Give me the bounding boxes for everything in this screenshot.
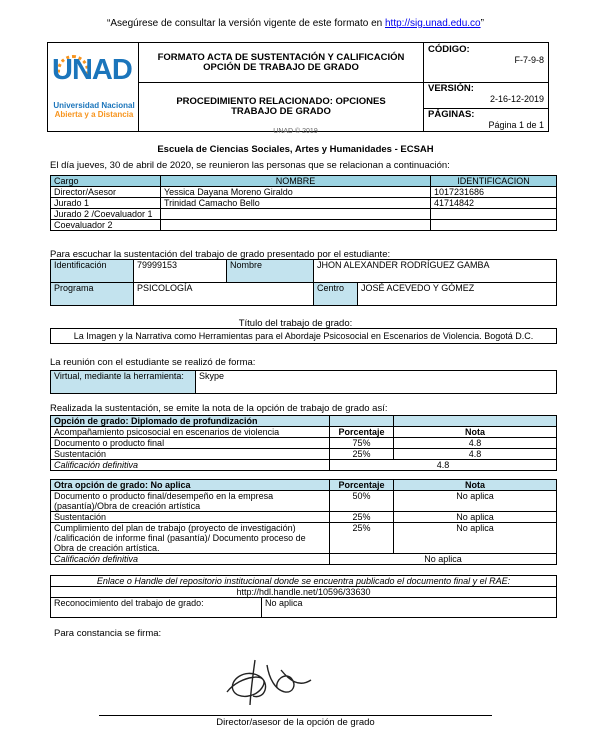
thesis-title-box: La Imagen y la Narrativa como Herramientas para el Abordaje Psicosocial en Escenarios de Violencia. Bogotá D.C. (50, 328, 557, 344)
grade-intro: Realizada la sustentación, se emite la nota de la opción de trabajo de grado así: (50, 403, 388, 414)
meeting-intro: La reunión con el estudiante se realizó de forma: (50, 357, 256, 368)
table-row: Jurado 2 /Coevaluador 1 (51, 209, 557, 220)
version-pages-cell: VERSIÓN: 2-16-12-2019 PÁGINAS: Página 1 de 1 (424, 83, 549, 132)
option2-table: Otra opción de grado: No aplica Porcentaje Nota Documento o producto final/desempeño en la empresa (pasantía)/Obra de creación artística 50% No aplica Sustentación 25% No aplica Cumplimiento del plan de trabajo (proyecto de investigación) /calificación de informe final (pasantía)/ Documento proceso de Obra de creación artística. 25% No aplica Calificación definitiva No aplica (50, 479, 557, 565)
form-title: FORMATO ACTA DE SUSTENTACIÓN Y CALIFICACIÓN OPCIÓN DE TRABAJO DE GRADO (139, 43, 424, 83)
procedure-title: PROCEDIMIENTO RELACIONADO: OPCIONES TRABAJO DE GRADO (139, 83, 424, 132)
thesis-title-label: Título del trabajo de grado: (238, 318, 353, 329)
signature-icon (215, 650, 315, 710)
repo-handle: http://hdl.handle.net/10596/33630 (51, 587, 557, 598)
logo-cell (48, 43, 139, 132)
meeting-table: Virtual, mediante la herramienta: Skype (50, 370, 557, 394)
unad-logo: UNAD Universidad Nacional Abierta y a Distancia (52, 54, 135, 119)
header-table (47, 42, 549, 132)
sig-link[interactable]: http://sig.unad.edu.co (384, 18, 481, 29)
student-table: Identificación 79999153 Nombre JHON ALEXANDER RODRÍGUEZ GAMBA Programa PSICOLOGÍA Centro JOSÉ ACEVEDO Y GÓMEZ (50, 259, 557, 306)
table-row: Director/Asesor Yessica Dayana Moreno Giraldo 1017231686 (51, 187, 557, 198)
intro-text: El día jueves, 30 de abril de 2020, se reunieron las personas que se relacionan a continuación: (50, 160, 450, 171)
student-intro: Para escuchar la sustentación del trabajo de grado presentado por el estudiante: (50, 249, 391, 260)
table-row: Sustentación 25% 4.8 (51, 449, 557, 460)
codigo-cell: CÓDIGO: F-7-9-8 (424, 43, 549, 83)
table-row: Documento o producto final 75% 4.8 (51, 438, 557, 449)
signature-line (99, 715, 492, 716)
repo-table: Enlace o Handle del repositorio institucional donde se encuentra publicado el documento final y el RAE: http://hdl.handle.net/10596/33630 Reconocimiento del trabajo de grado: No aplica (50, 575, 557, 618)
option1-table: Opción de grado: Diplomado de profundización Acompañamiento psicosocial en escenarios de violencia Porcentaje Nota Documento o producto final 75% 4.8 Sustentación 25% 4.8 Calificación definitiva 4.8 (50, 415, 557, 471)
table-row: Documento o producto final/desempeño en la empresa (pasantía)/Obra de creación artística 50% No aplica (51, 491, 557, 512)
version-notice: “Asegúrese de consultar la versión vigente de este formato en http://sig.unad.edu.co” (107, 18, 484, 29)
sign-intro: Para constancia se firma: (54, 628, 162, 639)
jury-table: Cargo NOMBRE IDENTIFICACION Director/Asesor Yessica Dayana Moreno Giraldo 1017231686 Jurado 1 Trinidad Camacho Bello 41714842 Jurado 2 /Coevaluador 1 Coevaluador 2 (50, 175, 557, 231)
table-row: Cumplimiento del plan de trabajo (proyecto de investigación) /calificación de informe final (pasantía)/ Documento proceso de Obra de creación artística. 25% No aplica (51, 523, 557, 554)
table-row: Jurado 1 Trinidad Camacho Bello 41714842 (51, 198, 557, 209)
logo-wordmark: UNAD (52, 54, 132, 86)
sign-label: Director/asesor de la opción de grado (216, 717, 375, 728)
copyright: UNAD © 2019 (273, 128, 318, 135)
school-name: Escuela de Ciencias Sociales, Artes y Humanidades - ECSAH (157, 144, 434, 155)
table-row: Sustentación 25% No aplica (51, 512, 557, 523)
table-row: Coevaluador 2 (51, 220, 557, 231)
